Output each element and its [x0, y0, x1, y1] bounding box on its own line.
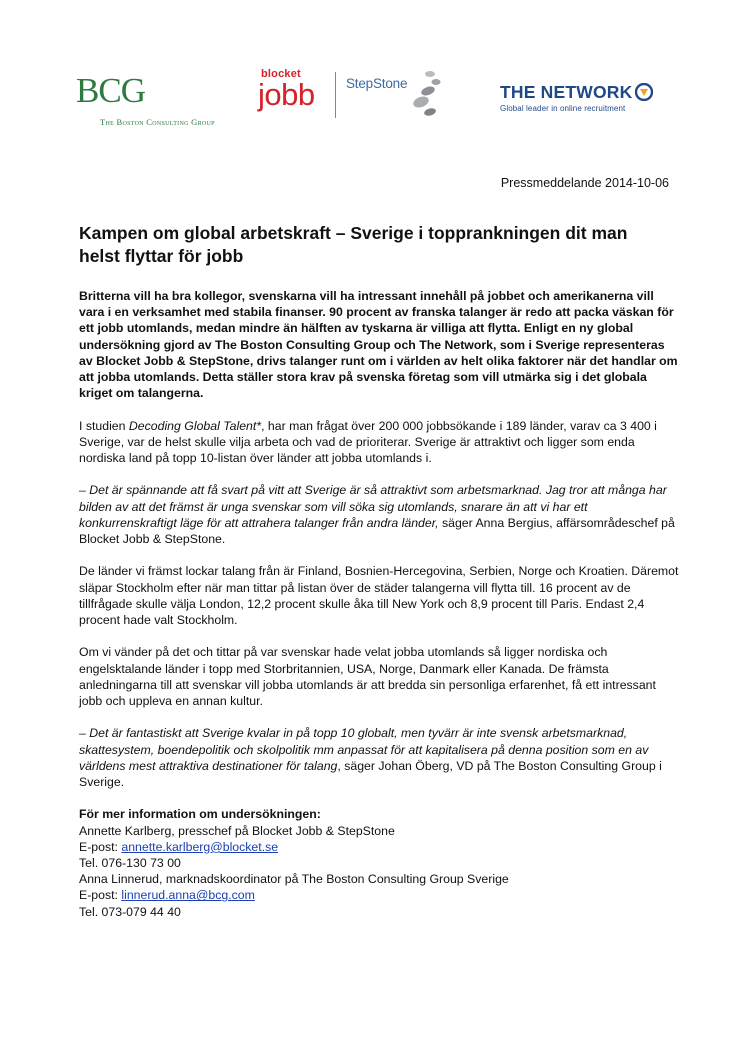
email-link-annette[interactable]: annette.karlberg@blocket.se	[121, 839, 279, 854]
blocket-jobb-logo	[258, 68, 328, 110]
network-logo-tagline: Global leader in online recruitment	[500, 104, 626, 113]
quote-oberg-attribution: , säger Johan Öberg, VD på The Boston Consulting Group i Sverige.	[79, 758, 662, 790]
swedes-abroad-paragraph: Om vi vänder på det och tittar på var svenskar hade velat jobba utomlands så ligger nordiska och engelsktalande länder i topp med Storbritannien, USA, Norge, Danmark eller Kanada. De främsta anledningarna till att svenskar vill jobba utomlands är att bredda sin personliga erfarenhet, få ett intressant jobb och uppleva en annan kultur.	[79, 645, 656, 709]
blocket-logo-word: blocket	[261, 68, 301, 80]
quote-oberg: – Det är fantastiskt att Sverige kvalar in på topp 10 globalt, men tyvärr är inte svensk arbetsmarknad, skattesystem, boendepolitik och skolpolitik mm anpassat för att kapitalisera på denna position som en av världens mest attraktiva destinationer för talang	[79, 726, 649, 773]
contact-email-line-1: E-post: annette.karlberg@blocket.se	[79, 839, 279, 854]
stepstone-logo-word: StepStone	[346, 76, 408, 91]
contact-email-line-2: E-post: linnerud.anna@bcg.com	[79, 888, 255, 903]
contact-person-1: Annette Karlberg, presschef på Blocket Jobb & StepStone	[79, 823, 395, 838]
bcg-logo-mark: BCG	[76, 71, 145, 110]
logo-divider	[335, 72, 336, 118]
contact-phone-2: Tel. 073-079 44 40	[79, 904, 181, 919]
network-swirl-icon	[635, 83, 653, 101]
contact-phone-1: Tel. 076-130 73 00	[79, 856, 181, 871]
contact-person-2: Anna Linnerud, marknadskoordinator på The Boston Consulting Group Sverige	[79, 872, 509, 887]
email-link-anna[interactable]: linnerud.anna@bcg.com	[121, 888, 255, 903]
contact-block	[79, 806, 679, 919]
contact-heading: För mer information om undersökningen:	[79, 807, 321, 822]
lead-paragraph: Britterna vill ha bra kollegor, svenskarna vill ha intressant innehåll på jobbet och amerikanerna vill vara i en verksamhet med stabila finanser. 90 procent av franska talanger är redo att packa väskan för ett jobb utomlands, medan mindre än hälften av tyskarna är villiga att flytta. Enligt en ny global undersökning gjord av The Boston Consulting Group och The Network, som i Sverige representeras av Blocket Jobb & StepStone, drivs talanger runt om i världen av helt olika faktorer när det handlar om att jobba utomlands. Detta ställer stora krav på svenska företag som vill utmärka sig i det globala kriget om talangerna.	[79, 289, 678, 401]
network-logo-title: THE NETWORK	[500, 82, 633, 102]
quote-oberg-paragraph	[79, 725, 679, 790]
quote-bergius-attribution: säger Anna Bergius, affärsområdeschef på Blocket Jobb & StepStone.	[79, 515, 675, 547]
press-release-headline: Kampen om global arbetskraft – Sverige i topprankningen dit man helst flyttar för jobb	[79, 223, 628, 266]
quote-bergius: – Det är spännande att få svart på vitt att Sverige är så attraktivt som arbetsmarknad. Jag tror att många har bilden av att det främst är unga svenskar som vill söka sig utomlands, snarare än att vi har ett konkurrenskraftigt läge för att attrahera talanger från andra länder,	[79, 483, 667, 530]
jobb-logo-word: jobb	[258, 77, 315, 112]
press-release-body	[79, 288, 679, 920]
quote-bergius-paragraph	[79, 482, 679, 547]
stepstone-stones-icon	[410, 68, 442, 118]
study-paragraph: I studien Decoding Global Talent*, har man frågat över 200 000 jobbsökande i 189 länder, varav ca 3 400 i Sverige, var de helst skulle vilja arbeta och vad de prioriterar. Sverige är attraktivt och ligger som enda nordiska land på topp 10-listan över länder att jobba utomlands i.	[79, 418, 657, 466]
stepstone-logo	[346, 68, 407, 91]
logo-row	[0, 62, 746, 132]
study-title: Decoding Global Talent*	[128, 418, 262, 433]
talent-origin-paragraph: De länder vi främst lockar talang från är Finland, Bosnien-Hercegovina, Serbien, Norge och Kroatien. Däremot släpar Stockholm efter när man tittar på listan över de städer talangerna vill flytta till. 16 procent av de tillfrågade skulle välja London, 12,2 procent skulle åka till New York och 8,9 procent till Paris. Endast 2,4 procent hade valt Stockholm.	[79, 564, 679, 628]
bcg-logo	[76, 71, 215, 127]
the-network-logo	[500, 82, 653, 113]
bcg-logo-subtitle: The Boston Consulting Group	[100, 117, 215, 127]
press-release-date: Pressmeddelande 2014-10-06	[500, 176, 669, 190]
